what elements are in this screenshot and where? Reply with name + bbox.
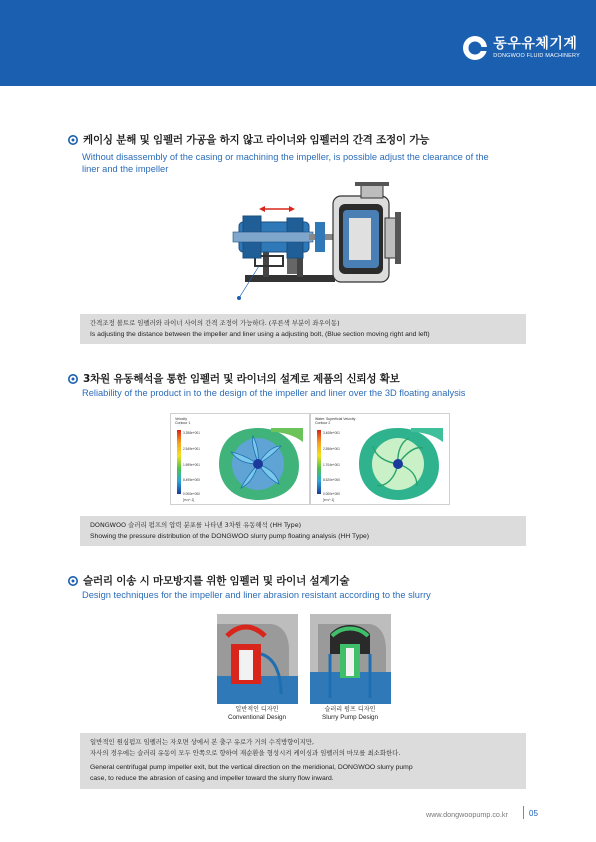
bullet-icon [68, 135, 78, 145]
section-3-title-ko: 슬러리 이송 시 마모방지를 위한 임펠러 및 라이너 설계기술 [83, 575, 350, 587]
scale-unit: [m s^-1] [183, 498, 195, 502]
section-1-caption-ko: 간격조정 볼트로 임펠러와 라이너 사이의 간격 조정이 가능하다. (푸른색 부분이 좌우이동) [90, 319, 340, 327]
page-number: 05 [529, 809, 538, 818]
velocity-contour-panel [170, 413, 310, 505]
conventional-design-label [216, 706, 298, 722]
velocity-contour-header: Velocity Contour 1 [175, 417, 191, 425]
section-1-title [68, 132, 429, 147]
section-2-title [68, 371, 400, 386]
section-1-title-en: Without disassembly of the casing or machining the impeller, is possible adjust the clearance of the liner and the impeller [82, 152, 489, 174]
scale-tick: 3.408e+001 [323, 431, 340, 435]
scale-tick: 3.398e+001 [183, 431, 200, 435]
slurry-pump-design-label-en: Slurry Pump Design [322, 714, 378, 721]
scale-tick: 8.495e+000 [183, 478, 200, 482]
section-3-caption-en-1: General centrifugal pump impeller exit, but the vertical direction on the meridional, DONGWOO slurry pump [90, 764, 413, 771]
slurry-pump-design-label-ko: 슬러리 펌프 디자인 [324, 706, 376, 713]
footer-website-link[interactable]: www.dongwoopump.co.kr [426, 810, 508, 819]
scale-tick: 1.699e+001 [183, 463, 200, 467]
conventional-design-label-ko: 일반적인 디자인 [235, 706, 279, 713]
slurry-pump-design-label [309, 706, 391, 722]
bullet-icon [68, 374, 78, 384]
section-2-title-ko: 3차원 유동해석을 통한 임펠러 및 라이너의 설계로 제품의 신뢰성 확보 [83, 373, 400, 385]
scale-tick: 2.556e+001 [323, 447, 340, 451]
section-1-caption-en: Is adjusting the distance between the impeller and liner using a adjusting bolt, (Blue section moving right and left) [90, 331, 430, 338]
section-3-caption [80, 733, 526, 789]
section-3-caption-ko-2: 자사의 경우에는 슬러리 유동이 모두 안쪽으로 향하여 재순환을 형성시켜 케이싱과 임펠러의 마모를 최소화한다. [90, 749, 401, 757]
footer-divider [523, 806, 524, 819]
scale-tick: 8.520e+000 [323, 478, 340, 482]
color-scale-bar [317, 430, 321, 494]
section-2-caption-en: Showing the pressure distribution of the DONGWOO slurry pump floating analysis (HH Type) [90, 533, 370, 540]
section-3-title [68, 573, 349, 588]
superficial-velocity-image [351, 422, 445, 502]
scale-tick: 2.549e+001 [183, 447, 200, 451]
bullet-icon [68, 576, 78, 586]
logo-english-name: DONGWOO FLUID MACHINERY [493, 53, 580, 59]
section-3-title-en: Design techniques for the impeller and liner abrasion resistant according to the slurry [82, 590, 431, 600]
section-2-caption [80, 516, 526, 546]
header-banner [0, 0, 596, 86]
velocity-contour-image [211, 422, 305, 502]
section-3-caption-en-2: case, to reduce the abrasion of casing and impeller toward the slurry flow inward. [90, 775, 334, 782]
conventional-design-image [217, 614, 298, 704]
superficial-velocity-panel [310, 413, 450, 505]
logo-korean-name: 동우유체기계 [493, 36, 578, 52]
section-1-title-ko: 케이싱 분해 및 임펠러 가공을 하지 않고 라이너와 임펠러의 간격 조정이 가능 [83, 134, 430, 146]
section-2-caption-ko: DONGWOO 슬러리 펌프의 압력 분포를 나타낸 3차원 유동해석 (HH Type) [90, 521, 302, 529]
scale-tick: 1.704e+001 [323, 463, 340, 467]
scale-unit: [m s^-1] [323, 498, 335, 502]
section-2-title-en: Reliability of the product in to the design of the impeller and liner over the 3D floating analysis [82, 388, 466, 398]
logo-mark-icon [462, 35, 488, 61]
company-logo[interactable] [462, 28, 580, 68]
section-3-caption-ko-1: 일반적인 원심펌프 임펠러는 자오면 상에서 본 출구 유로가 거의 수직방향이지만, [90, 738, 315, 746]
scale-tick: 0.000e+000 [323, 492, 340, 496]
conventional-design-label-en: Conventional Design [227, 714, 287, 721]
pump-cross-section-diagram [225, 182, 405, 304]
color-scale-bar [177, 430, 181, 494]
scale-tick: 0.000e+000 [183, 492, 200, 496]
section-1-caption [80, 314, 526, 344]
slurry-pump-design-image [310, 614, 391, 704]
superficial-velocity-header: Water. Superficial Velocity Contour 2 [315, 417, 356, 425]
